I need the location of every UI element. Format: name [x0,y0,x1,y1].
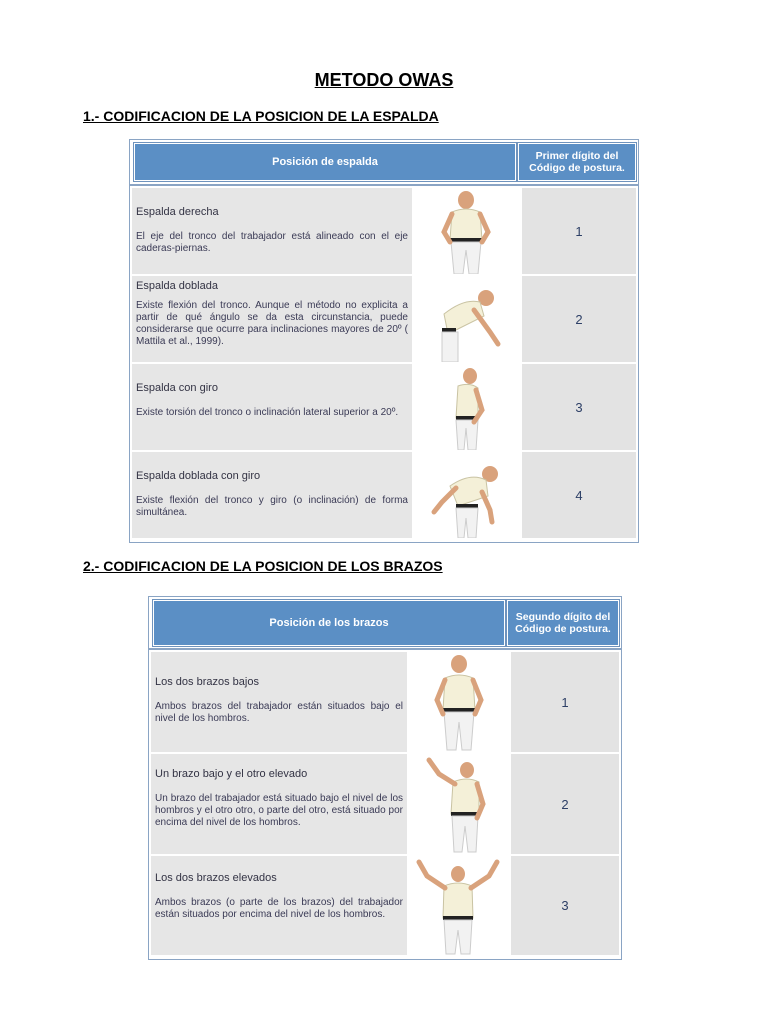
posture-description: Existe torsión del tronco o inclinación lateral superior a 20º. [136,407,399,418]
worker-standing-straight-icon [414,188,518,274]
posture-name: Espalda doblada con giro [136,470,261,482]
back-position-table [129,139,639,543]
posture-name: Los dos brazos elevados [155,872,277,884]
table-row [151,652,619,752]
section-heading-arms: 2.- CODIFICACION DE LA POSICION DE LOS BRAZOS [83,558,443,574]
worker-back-twisted-icon [414,364,518,450]
worker-arms-down-icon [409,652,507,752]
table-row [132,364,636,450]
worker-back-bent-icon [414,276,518,362]
posture-description: Existe flexión del tronco y giro (o inclinación) de forma simultánea. [136,495,408,518]
posture-name: Los dos brazos bajos [155,676,259,688]
arms-position-table [148,596,622,960]
posture-description: Ambos brazos del trabajador están situados bajo el nivel de los hombros. [155,701,403,724]
posture-description: El eje del tronco del trabajador está alineado con el eje caderas-piernas. [136,231,408,254]
posture-name: Un brazo bajo y el otro elevado [155,768,308,780]
posture-code: 1 [511,652,619,752]
posture-code: 4 [522,452,636,538]
posture-code: 2 [522,276,636,362]
posture-code: 3 [522,364,636,450]
posture-code: 1 [522,188,636,274]
arms-position-header: Posición de los brazos [153,600,505,646]
posture-code: 2 [511,754,619,854]
posture-name: Espalda derecha [136,206,219,218]
table-row [151,754,619,854]
posture-name: Espalda con giro [136,382,218,394]
back-position-header: Posición de espalda [134,143,516,181]
table-row [151,856,619,955]
table-row [132,276,636,362]
table-row [132,452,636,538]
worker-one-arm-raised-icon [409,754,507,854]
section-heading-back: 1.- CODIFICACION DE LA POSICION DE LA ESPALDA [83,108,439,124]
worker-both-arms-raised-icon [409,856,507,955]
worker-back-bent-twisted-icon [414,452,518,538]
posture-code: 3 [511,856,619,955]
table-row [132,188,636,274]
posture-description: Un brazo del trabajador está situado bajo el nivel de los hombros y el otro otro, o parte del otro, está situado por encima del nivel de los hombros. [155,793,403,828]
document-title: METODO OWAS [314,70,454,90]
second-digit-header: Segundo dígito del Código de postura. [507,600,619,646]
posture-name: Espalda doblada [136,280,218,292]
first-digit-header: Primer dígito del Código de postura. [518,143,636,181]
posture-description: Existe flexión del tronco. Aunque el método no explicita a partir de qué ángulo se da esta circunstancia, puede considerarse que ocurre para inclinaciones mayores de 20º ( Mattila et al., 1999). [136,300,408,347]
posture-description: Ambos brazos (o parte de los brazos) del trabajador están situados por encima del nivel de los hombros. [155,897,403,920]
